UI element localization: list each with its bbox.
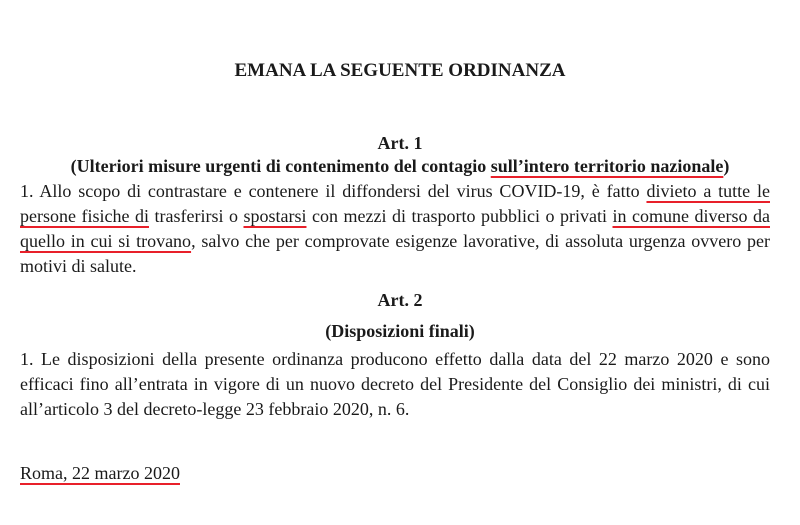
document-heading: EMANA LA SEGUENTE ORDINANZA [234, 60, 566, 81]
article-2-line-1: 1. Le disposizioni della presente ordinanza producono effetto dalla data del 22 marzo 2020 e sono [20, 349, 770, 369]
article-1-line-2-text-a: trasferirsi o [148, 206, 244, 226]
article-1-line-4 [20, 255, 137, 277]
highlight-move: spostarsi [243, 206, 307, 226]
highlight-natural-persons: persone fisiche di [20, 206, 149, 226]
highlight-ban-all-persons: divieto a tutte le [646, 181, 770, 201]
article-2-line-2: efficaci fino all’entrata in vigore di un nuovo decreto del Presidente del Consiglio dei ministri, di cui [20, 374, 770, 394]
highlight-entire-national-territory: sull’intero territorio nazionale [490, 156, 724, 176]
article-1-subtitle-after: ) [723, 156, 730, 176]
article-2-line-3: all’articolo 3 del decreto-legge 23 febbraio 2020, n. 6. [20, 399, 410, 419]
article-1-line-1-text: 1. Allo scopo di contrastare e contenere il diffondersi del virus COVID-19, è fatto [20, 181, 647, 201]
place-and-date [20, 462, 180, 484]
highlight-place-date: Roma, 22 marzo 2020 [20, 463, 180, 483]
article-1-subtitle-before: (Ulteriori misure urgenti di contenimento del contagio [70, 156, 491, 176]
article-1-line-3-text: , salvo che per comprovate esigenze lavorative, di assoluta urgenza ovvero per [191, 231, 770, 251]
article-1-title: Art. 1 [377, 133, 423, 153]
article-1-line-3 [20, 230, 770, 252]
highlight-different-municipality: in comune diverso da [612, 206, 770, 226]
article-2-subtitle: (Disposizioni finali) [325, 321, 475, 341]
article-1-line-2-text-b: con mezzi di trasporto pubblici o privati [306, 206, 613, 226]
highlight-where-they-are: quello in cui si trovano [20, 231, 192, 251]
article-1-subtitle [0, 155, 800, 177]
article-1-line-1 [20, 180, 770, 202]
article-1-line-2 [20, 205, 770, 227]
article-2-title: Art. 2 [377, 290, 423, 310]
article-1-line-4-text: motivi di salute. [20, 256, 137, 276]
